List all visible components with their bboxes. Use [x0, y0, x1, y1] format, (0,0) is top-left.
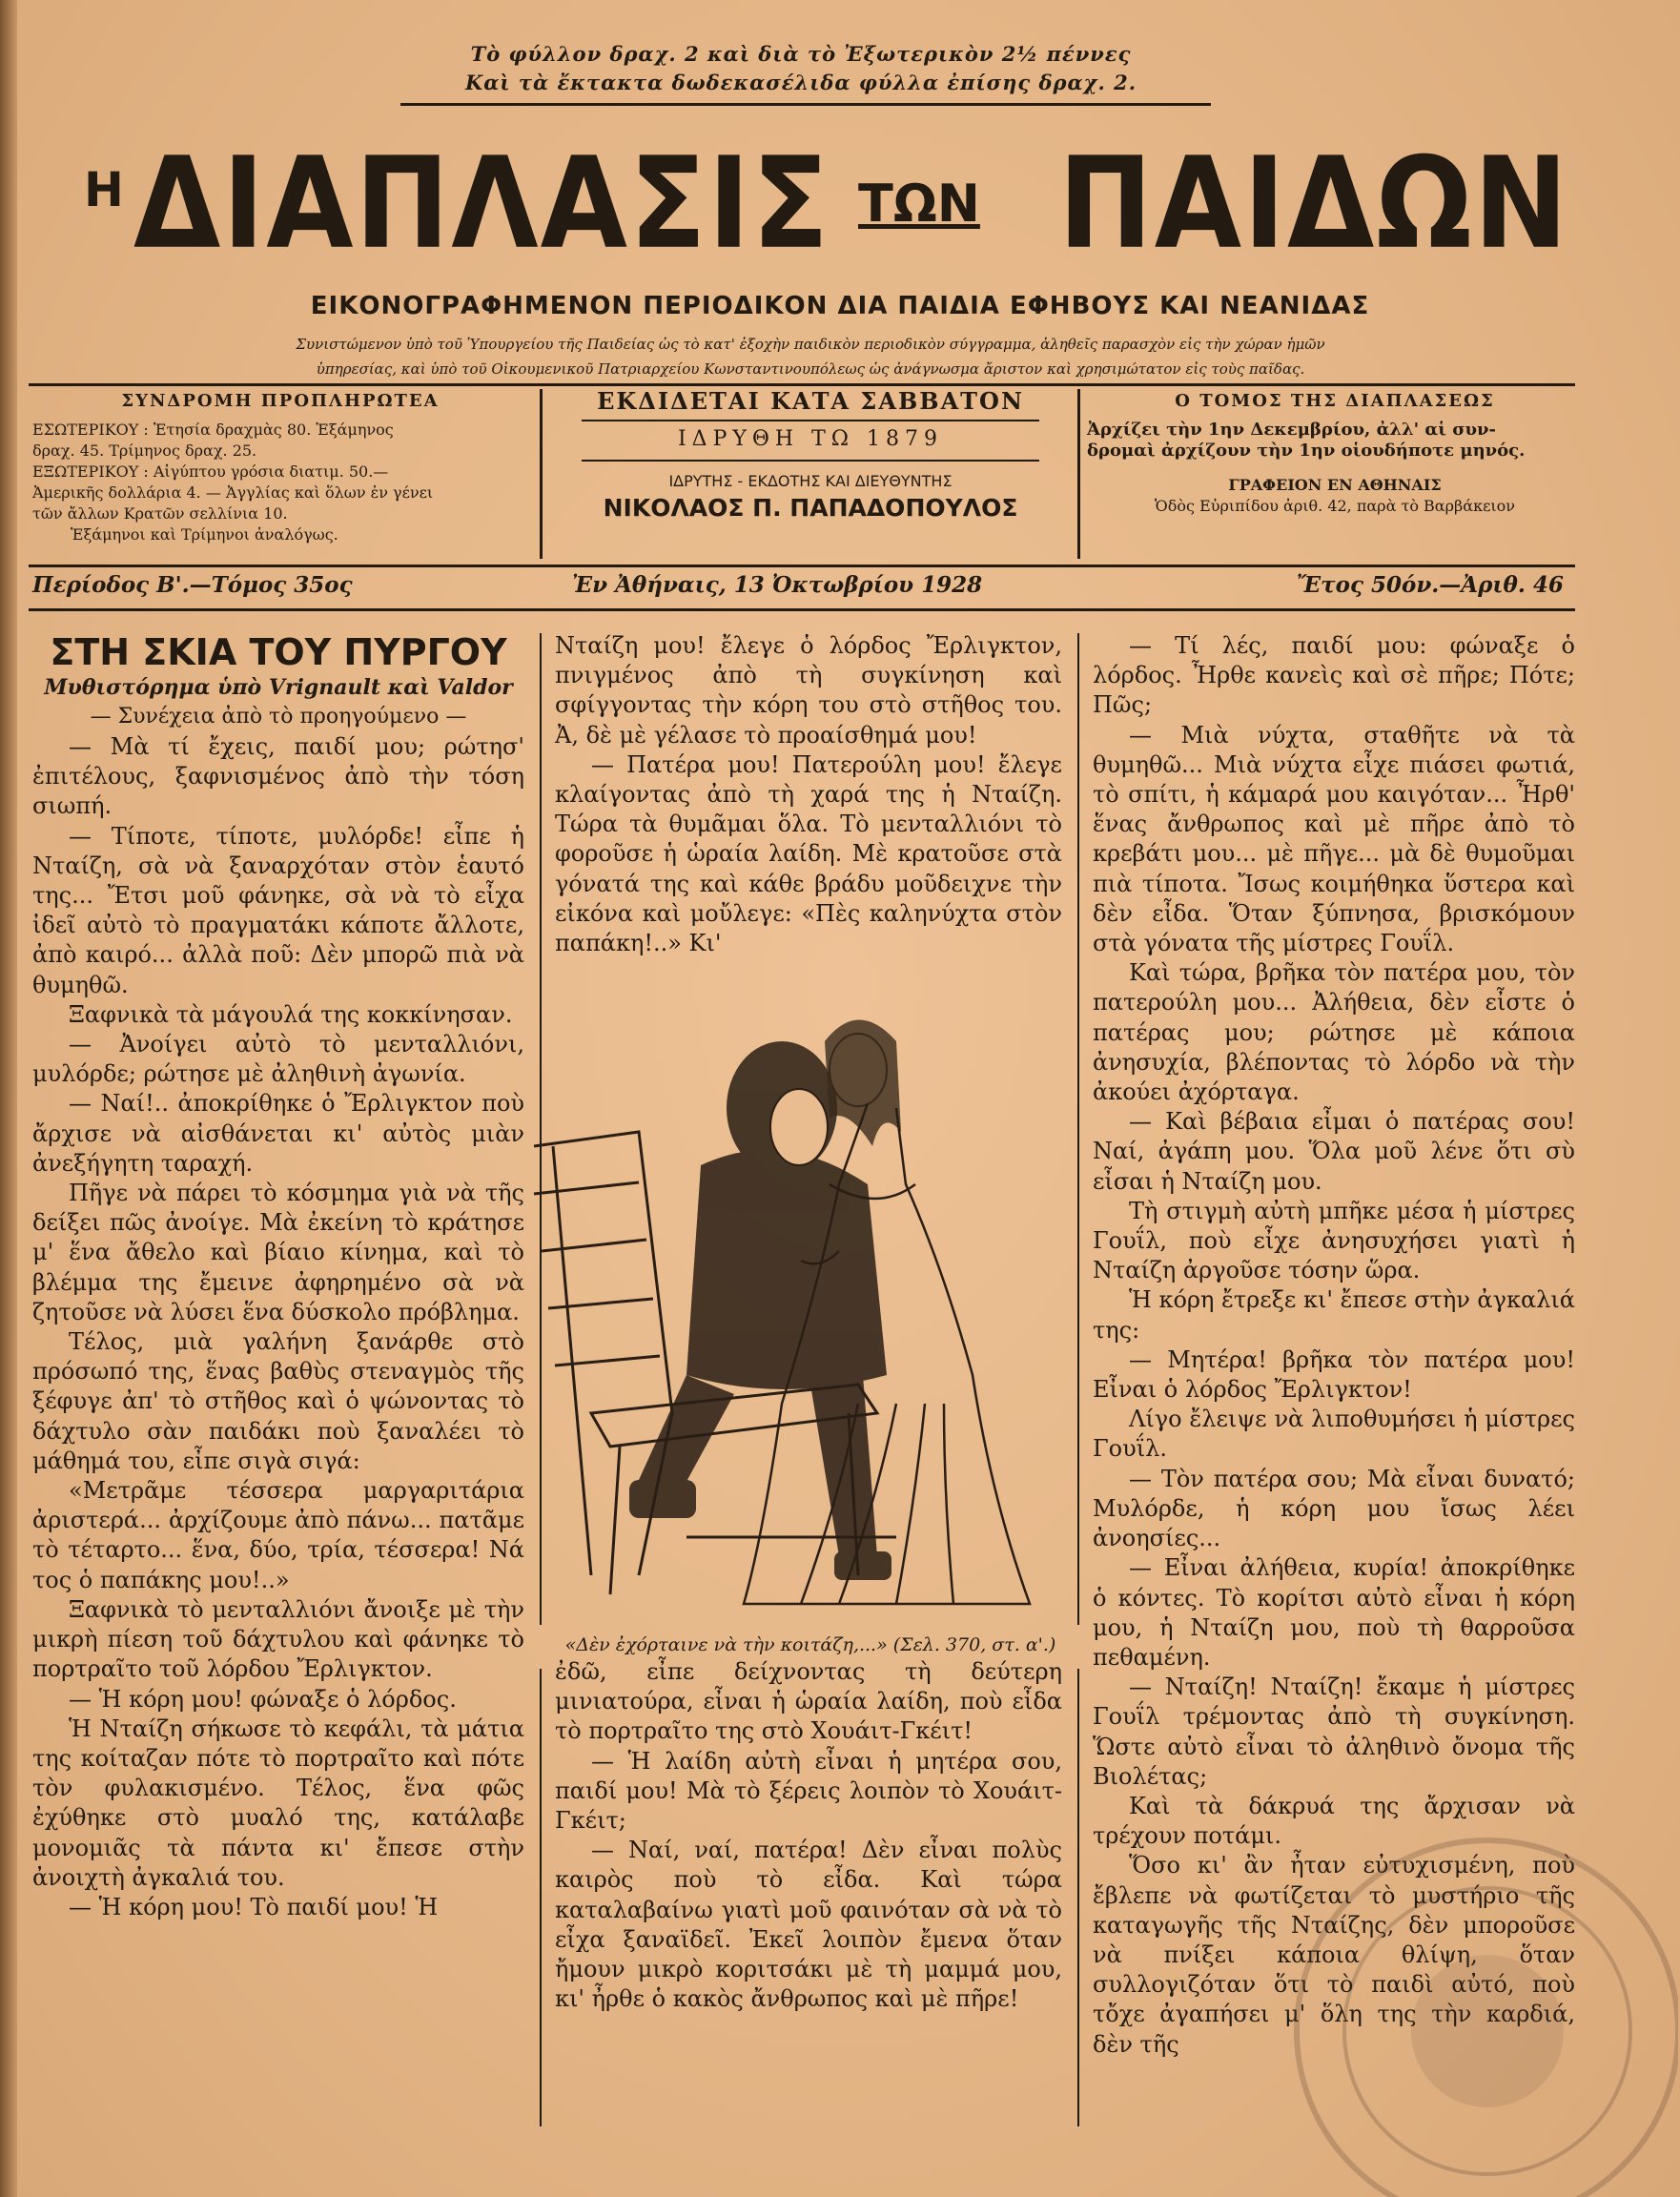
- subscription-line: Ἑξάμηνοι καὶ Τρίμηνοι ἀναλόγως.: [71, 525, 338, 544]
- paragraph: Νταίζη μου! ἔλεγε ὁ λόρδος Ἔρλιγκτον, πνιγμένος ἀπὸ τὴ συγκίνηση καὶ σφίγγοντας τὴν κόρη του στὸ στῆθος του. Ἀ, δὲ μὲ γέλασε τὸ προαίσθημά μου!: [555, 632, 1062, 749]
- paragraph: — Ἡ κόρη μου! Τὸ παιδί μου! Ἡ: [69, 1893, 439, 1920]
- article-column-2-bottom: [555, 1657, 1062, 2014]
- paragraph: Ἡ Νταίζη σήκωσε τὸ κεφάλι, τὰ μάτια της κοίταζαν πότε τὸ πορτραῖτο καὶ πότε τὸν φυλακισμένο. Τέλος, ἕνα φῶς ἐχύθηκε στὸ μυαλό της, κατάλαβε μονομιᾶς τὰ πάντα κι' ἔπεσε στὴν ἀνοιχτὴ ἀγκαλιά του.: [32, 1714, 524, 1891]
- volume-box: [1087, 391, 1583, 558]
- subscription-box: [32, 391, 528, 558]
- paragraph: — Τὸν πατέρα σου; Μὰ εἶναι δυνατό; Μυλόρδε, ἡ κόρη μου ἴσως λέει ἀνοησίες...: [1093, 1465, 1575, 1552]
- paragraph: — Ναί!.. ἀποκρίθηκε ὁ Ἔρλιγκτον ποὺ ἄρχισε νὰ αἰσθάνεται κι' αὐτὸς μιὰν ἀνεξήγητη ταραχή.: [32, 1090, 524, 1177]
- publisher-role: ΙΔΡΥΤΗΣ - ΕΚΔΟΤΗΣ ΚΑΙ ΔΙΕΥΘΥΝΤΗΣ: [668, 472, 953, 490]
- paragraph: — Τίποτε, τίποτε, μυλόρδε! εἶπε ἡ Νταίζη, σὰ νὰ ξαναρχόταν στὸν ἑαυτό της... Ἔτσι μοῦ φάνηκε, σὰ νὰ τὸ εἶχα ἰδεῖ αὐτὸ τὸ πραγματάκι κάποτε ἄλλοτε, ἀπὸ καιρό... ἀλλὰ ποῦ: Δὲν μπορῶ πιὰ νὰ θυμηθῶ.: [32, 822, 524, 998]
- paragraph: — Ἀνοίγει αὐτὸ τὸ μενταλλιόνι, μυλόρδε; ρώτησε μὲ ἀληθινὴ ἀγωνία.: [32, 1031, 524, 1088]
- recommendation-line-1: Συνιστώμενον ὑπὸ τοῦ Ὑπουργείου τῆς Παιδείας ὡς τὸ κατ' ἐξοχὴν παιδικὸν περιοδικὸν σύγγραμμα, ἀληθεῖς παρασχὸν εἰς τὴν χώραν ἡμῶν: [296, 336, 1325, 353]
- header-rule: [29, 383, 1575, 386]
- paragraph: Καὶ τώρα, βρῆκα τὸν πατέρα μου, τὸν πατερούλη μου... Ἀλήθεια, δὲν εἶστε ὁ πατέρας μου; ρώτησε μὲ κάποια ἀνησυχία, βλέποντας τὸ λόρδο νὰ τὴν ἀκούει ἀχόρταγα.: [1093, 959, 1575, 1106]
- office-heading: ΓΡΑΦΕΙΟΝ ΕΝ ΑΘΗΝΑΙΣ: [1228, 476, 1442, 494]
- masthead-title: ΔΙΑΠΛΑΣΙΣ: [133, 129, 831, 277]
- founded-year: ΙΔΡΥΘΗ ΤΩ 1879: [677, 427, 943, 451]
- paragraph: «Μετρᾶμε τέσσερα μαργαριτάρια ἀριστερά... ἀρχίζουμε ἀπὸ πάνω... πατᾶμε τὸ τέταρτο... ἕνα, δύο, τρία, τέσσερα! Νά τος ὁ παπάκης μου!..»: [32, 1477, 524, 1593]
- paragraph: Ἡ κόρη ἔτρεξε κι' ἔπεσε στὴν ἀγκαλιά της:: [1093, 1286, 1575, 1344]
- publisher-box: [553, 387, 1068, 558]
- box-divider: [1077, 389, 1080, 559]
- paragraph: — Μιὰ νύχτα, σταθῆτε νὰ τὰ θυμηθῶ... Μιὰ νύχτα εἶχε πιάσει φωτιά, τὸ σπίτι, ἡ κάμαρά μου καιγόταν... Ἦρθ' ἕνας ἄνθρωπος καὶ μὲ πῆρε ἀπὸ τὸ κρεβάτι μου... μὲ πῆγε... μὰ δὲ θυμοῦμαι πιὰ τίποτα. Ἴσως κοιμήθηκα ὕστερα καὶ δὲν εἶδα. Ὅταν ξύπνησα, βρισκόμουν στὰ γόνατα τῆς μίστρες Γουΐλ.: [1093, 721, 1575, 957]
- subtitle: ΕΙΚΟΝΟΓΡΑΦΗΜΕΝΟΝ ΠΕΡΙΟΔΙΚΟΝ ΔΙΑ ΠΑΙΔΙΑ ΕΦΗΒΟΥΣ ΚΑΙ ΝΕΑΝΙΔΑΣ: [310, 292, 1370, 320]
- paragraph: Ξαφνικὰ τὸ μενταλλιόνι ἄνοιξε μὲ τὴν μικρὴ πίεση τοῦ δάχτυλου καὶ φάνηκε τὸ πορτραῖτο τοῦ λόρδου Ἔρλιγκτον.: [32, 1595, 524, 1683]
- publisher-heading: ΕΚΔΙΔΕΤΑΙ ΚΑΤΑ ΣΑΒΒΑΤΟΝ: [597, 387, 1024, 415]
- masthead: [67, 129, 1592, 277]
- price-line-1: Τὸ φύλλον δραχ. 2 καὶ διὰ τὸ Ἐξωτερικὸν 2½ πέννες: [470, 42, 1132, 66]
- masthead-paidon: ΠΑΙΔΩΝ: [1058, 129, 1570, 277]
- issue-date: Ἐν Ἀθήναις, 13 Ὀκτωβρίου 1928: [572, 572, 983, 598]
- paragraph: — Νταίζη! Νταίζη! ἔκαμε ἡ μίστρες Γουΐλ τρέμοντας ἀπὸ τὴ συγκίνηση. Ὥστε αὐτὸ εἶναι τὸ ἀληθινὸ ὄνομα τῆς Βιολέτας;: [1093, 1673, 1575, 1790]
- paragraph: Λίγο ἔλειψε νὰ λιποθυμήσει ἡ μίστρες Γουΐλ.: [1093, 1406, 1575, 1463]
- paragraph: Καὶ τὰ δάκρυά της ἄρχισαν νὰ τρέχουν ποτάμι.: [1093, 1792, 1575, 1850]
- subscription-line: ΕΞΩΤΕΡΙΚΟΥ : Αἰγύπτου γρόσια διατιμ. 50.—: [32, 462, 389, 481]
- illustration-father-daughter: [496, 965, 1106, 1623]
- paragraph: — Μὰ τί ἔχεις, παιδί μου; ρώτησ' ἐπιτέλους, ξαφνισμένος ἀπὸ τὴν τόση σιωπή.: [32, 733, 524, 820]
- publisher-name: ΝΙΚΟΛΑΟΣ Π. ΠΑΠΑΔΟΠΟΥΛΟΣ: [603, 494, 1018, 522]
- box-divider: [540, 389, 543, 559]
- paragraph: — Τί λές, παιδί μου: φώναξε ὁ λόρδος. Ἦρθε κανεὶς καὶ σὲ πῆρε; Πότε; Πῶς;: [1093, 632, 1575, 719]
- recommendation: [114, 332, 1506, 381]
- subscription-heading: ΣΥΝΔΡΟΜΗ ΠΡΟΠΛΗΡΩΤΕΑ: [121, 391, 440, 411]
- volume-line: Ἀρχίζει τὴν 1ην Δεκεμβρίου, ἀλλ' αἱ συν-: [1087, 420, 1496, 440]
- binding-edge: [0, 0, 17, 2197]
- masthead-ton: ΤΩΝ: [858, 174, 980, 234]
- volume-line: δρομαὶ ἀρχίζουν τὴν 1ην οἱουδήποτε μηνός.: [1087, 441, 1526, 461]
- price-line-2: Καὶ τὰ ἔκτακτα δωδεκασέλιδα φύλλα ἐπίσης δραχ. 2.: [464, 71, 1137, 94]
- continued-note: — Συνέχεια ἀπὸ τὸ προηγούμενο —: [90, 705, 467, 729]
- paragraph: — Καὶ βέβαια εἶμαι ὁ πατέρας σου! Ναί, ἀγάπη μου. Ὅλα μοῦ λένε ὅτι σὺ εἶσαι ἡ Νταίζη μου.: [1093, 1108, 1575, 1195]
- subscription-line: ΕΣΩΤΕΡΙΚΟΥ : Ἐτησία δραχμὰς 80. Ἑξάμηνος: [32, 421, 394, 439]
- paragraph: — Ἡ κόρη μου! φώναξε ὁ λόρδος.: [69, 1685, 457, 1713]
- volume-heading: Ο ΤΟΜΟΣ ΤΗΣ ΔΙΑΠΛΑΣΕΩΣ: [1175, 391, 1495, 411]
- issue-period: Περίοδος Β'.—Τόμος 35ος: [32, 572, 353, 598]
- article-byline: Μυθιστόρημα ὑπὸ Vrignault καὶ Valdor: [44, 675, 513, 700]
- paragraph: — Ἡ λαίδη αὐτὴ εἶναι ἡ μητέρα σου, παιδί μου! Μὰ τὸ ξέρεις λοιπὸν τὸ Χουάιτ-Γκέιτ;: [555, 1747, 1062, 1835]
- paragraph: Ξαφνικὰ τὰ μάγουλά της κοκκίνησαν.: [69, 1000, 513, 1028]
- article-column-2-top: [555, 631, 1062, 958]
- paragraph: — Μητέρα! βρῆκα τὸν πατέρα μου! Εἶναι ὁ λόρδος Ἔρλιγκτον!: [1093, 1345, 1575, 1404]
- paragraph: — Εἶναι ἀλήθεια, κυρία! ἀποκρίθηκε ὁ κόντες. Τὸ κορίτσι αὐτὸ εἶναι ἡ κόρη μου, ἡ Νταίζη μου, ποὺ τὴ θαρροῦσα πεθαμένη.: [1093, 1554, 1575, 1671]
- column-rule: [1077, 1669, 1079, 2126]
- column-rule: [540, 1669, 542, 2126]
- paragraph: Πῆγε νὰ πάρει τὸ κόσμημα γιὰ νὰ τῆς δείξει πῶς ἀνοίγε. Μὰ ἐκείνη τὸ κράτησε μ' ἕνα ἄθελο καὶ βίαιο κίνημα, καὶ τὸ βλέμμα της ἔμεινε ἀφηρημένο σὰ νὰ ζητοῦσε νὰ λύσει ἕνα δύσκολο πρόβλημα.: [32, 1180, 524, 1325]
- library-stamp-watermark: [1259, 1802, 1678, 2197]
- paragraph: — Ναί, ναί, πατέρα! Δὲν εἶναι πολὺς καιρὸς ποὺ τὸ εἶδα. Καὶ τώρα καταλαβαίνω γιατὶ μοῦ φαινόταν σὰ νὰ τὸ εἶχα ξαναϊδεῖ. Ἐκεῖ λοιπὸν ἔμενα ὅταν ἤμουν μικρὸ κοριτσάκι μὲ τὴ μαμμά μου, κι' ἦρθε ὁ κακὸς ἄνθρωπος καὶ μὲ πῆρε!: [555, 1837, 1062, 2013]
- office-address: Ὁδὸς Εὐριπίδου ἀριθ. 42, παρὰ τὸ Βαρβάκειον: [1155, 497, 1515, 515]
- paragraph: — Πατέρα μου! Πατερούλη μου! ἔλεγε κλαίγοντας ἀπὸ τὴ χαρά της ἡ Νταίζη. Τώρα τὰ θυμᾶμαι ὅλα. Τὸ μενταλλιόνι τὸ φοροῦσε ἡ ὡραία λαίδη. Μὲ κρατοῦσε στὰ γόνατά της καὶ κάθε βράδυ μοῦδειχνε τὴν εἰκόνα καὶ μοὔλεγε: «Πὲς καληνύχτα στὸν παπάκη!..» Κι': [555, 750, 1062, 957]
- paragraph: Τέλος, μιὰ γαλήνη ξανάρθε στὸ πρόσωπό της, ἕνας βαθὺς στεναγμὸς τῆς ξέφυγε ἀπ' τὸ στῆθος καὶ ὁ ψώνοντας τὸ δάχτυλο σὰν παιδάκι ποὺ ξαναλέει τὸ μάθημά του, εἶπε σιγὰ σιγά:: [32, 1328, 524, 1474]
- price-rule: [400, 103, 1211, 106]
- recommendation-line-2: ὑπηρεσίας, καὶ ὑπὸ τοῦ Οἰκουμενικοῦ Πατριαρχείου Κωνσταντινουπόλεως ὡς ἀνάγνωσμα ἄριστον καὶ χρησιμώτατον εἰς τοὺς παῖδας.: [316, 360, 1305, 378]
- issue-number: Ἔτος 50όν.—Ἀριθ. 46: [1297, 572, 1564, 598]
- issue-rule-top: [29, 565, 1575, 567]
- illustration-caption: «Δὲν ἐχόρταινε νὰ τὴν κοιτάζη,...» (Σελ. 370, στ. α'.): [564, 1634, 1056, 1655]
- subscription-line: δραχ. 45. Τρίμηνος δραχ. 25.: [32, 441, 257, 460]
- paragraph: ἐδῶ, εἶπε δείχνοντας τὴ δεύτερη μινιατούρα, εἶναι ἡ ὡραία λαίδη, ποὺ εἶδα τὸ πορτραῖτο της στὸ Χουάιτ-Γκέιτ!: [555, 1658, 1062, 1745]
- paragraph: Τὴ στιγμὴ αὐτὴ μπῆκε μέσα ἡ μίστρες Γουΐλ, ποὺ εἶχε ἀνησυχήσει γιατὶ ἡ Νταίζη ἀργοῦσε τόσην ὥρα.: [1093, 1197, 1575, 1284]
- issue-rule-bottom: [29, 608, 1575, 611]
- subscription-line: Ἀμερικῆς δολλάρια 4. — Ἀγγλίας καὶ ὅλων ἐν γένει: [32, 483, 434, 502]
- paragraph: Ὅσο κι' ἂν ἦταν εὐτυχισμένη, ποὺ ἔβλεπε νὰ φωτίζεται τὸ μυστήριο τῆς καταγωγῆς τῆς Νταίζης, δὲν μποροῦσε νὰ πνίξει κάποια θλίψη, ὅταν συλλογιζόταν ὅτι τὸ παιδὶ αὐτό, ποὺ τὄχε ἀγαπήσει μ' ὅλη της τὴν καρδιά, δὲν τῆς: [1093, 1852, 1575, 2058]
- article-column-1: [32, 631, 524, 1922]
- subscription-line: τῶν ἄλλων Κρατῶν σελλίνια 10.: [32, 504, 288, 523]
- article-title: ΣΤΗ ΣΚΙΑ ΤΟΥ ΠΥΡΓΟΥ: [50, 631, 507, 673]
- masthead-article: Η: [84, 162, 124, 217]
